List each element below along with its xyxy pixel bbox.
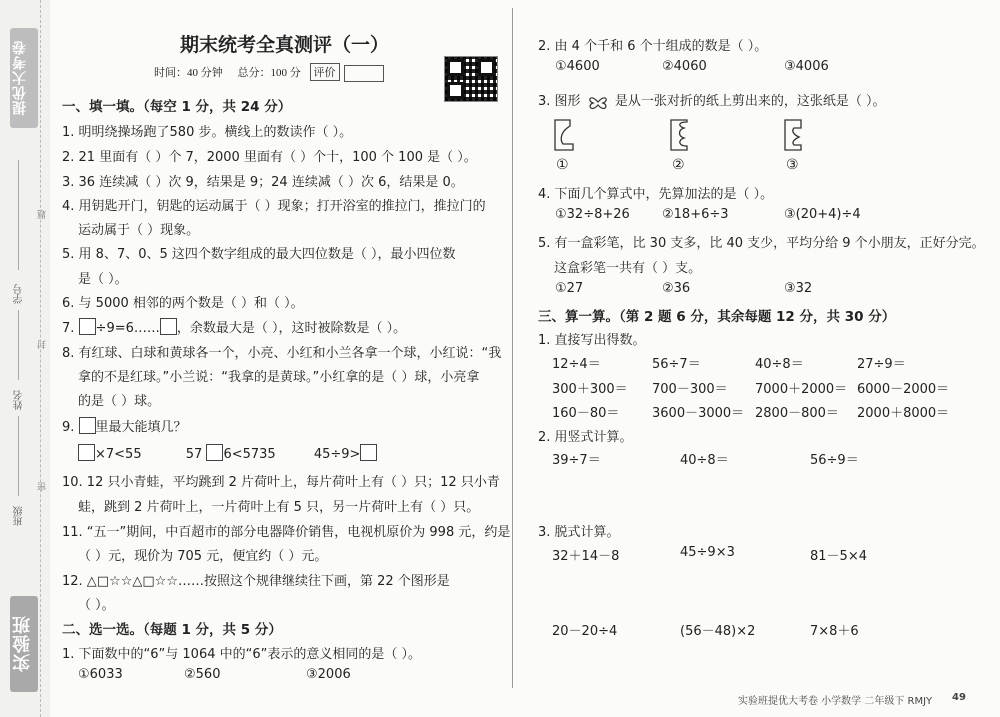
question-3: 3. 36 连续减（ ）次 9，结果是 9；24 连续减（ ）次 6，结果是 0。 <box>62 175 464 190</box>
oral-calc: 12÷4＝ <box>552 357 601 372</box>
clover-shape-icon <box>585 91 611 113</box>
question-11-line1: 11. “五一”期间，中百超市的部分电器降价销售，电视机原价为 998 元，约是 <box>62 525 511 540</box>
total-score: 总分：100 分 <box>237 67 301 79</box>
vertical-calc: 39÷7＝ <box>552 453 601 468</box>
blank-box <box>360 444 377 461</box>
choice-question-5-line2: 这盒彩笔一共有（ ）支。 <box>554 261 702 276</box>
choice-1-option-a: ①6033 <box>78 667 123 682</box>
student-name-label: 姓名 <box>14 390 25 410</box>
oral-calc: 40÷8＝ <box>755 357 804 372</box>
choice-2-option-c: ③4006 <box>784 59 829 74</box>
footer-text: 实验班提优大考卷 小学数学 二年级下 RMJY <box>738 696 933 707</box>
choice-question-3: 3. 图形 是从一张对折的纸上剪出来的，这张纸是（ ）。 <box>538 90 885 113</box>
question-4-line2: 运动属于（ ）现象。 <box>78 223 200 238</box>
stepwise-calc: 81－5×4 <box>810 549 867 564</box>
choice-5-option-a: ①27 <box>555 281 584 296</box>
binding-word: 密 <box>38 482 48 491</box>
question-5-line2: 是（ ）。 <box>78 272 128 287</box>
section-2-heading: 二、选一选。（每题 1 分，共 5 分） <box>62 622 282 638</box>
vertical-calc: 56÷9＝ <box>810 453 859 468</box>
folded-paper-a-icon <box>552 118 576 152</box>
blank-box <box>79 318 96 335</box>
oral-calc: 160－80＝ <box>552 406 620 421</box>
oral-calc: 7000＋2000＝ <box>755 382 848 397</box>
stepwise-calc: 32＋14－8 <box>552 549 620 564</box>
choice-question-1: 1. 下面数中的“6”与 1064 中的“6”表示的意义相同的是（ ）。 <box>62 647 421 662</box>
oral-calc: 27÷9＝ <box>857 357 906 372</box>
question-12-line1: 12. △□☆☆△□☆☆……按照这个规律继续往下画，第 22 个图形是 <box>62 574 450 589</box>
oral-calc: 700－300＝ <box>652 382 728 397</box>
eval-label: 评价 <box>310 63 340 81</box>
binding-line <box>18 160 19 270</box>
stepwise-calc: 20－20÷4 <box>552 624 618 639</box>
choice-question-4: 4. 下面几个算式中，先算加法的是（ ）。 <box>538 187 774 202</box>
question-9-items: ×7<55 57 6<5735 45÷9> <box>78 444 377 462</box>
calc-1-heading: 1. 直接写出得数。 <box>538 333 646 348</box>
exam-meta <box>154 63 384 82</box>
oral-calc: 300＋300＝ <box>552 382 628 397</box>
brand-bottom: 实验班 <box>12 615 33 673</box>
question-8-line3: 的是（ ）球。 <box>78 394 161 409</box>
choice-1-option-b: ②560 <box>184 667 221 682</box>
choice-2-option-b: ②4060 <box>662 59 707 74</box>
brand-top: 提优大考卷 <box>12 40 28 116</box>
binding-line <box>18 310 19 380</box>
question-6: 6. 与 5000 相邻的两个数是（ ）和（ ）。 <box>62 296 304 311</box>
binding-line <box>18 416 19 496</box>
stepwise-calc: (56－48)×2 <box>680 624 756 639</box>
section-1-heading: 一、填一填。（每空 1 分，共 24 分） <box>62 99 292 115</box>
binding-dashed-line <box>40 0 41 717</box>
question-5-line1: 5. 用 8、7、0、5 这四个数字组成的最大四位数是（ ），最小四位数 <box>62 247 456 262</box>
vertical-calc: 40÷8＝ <box>680 453 729 468</box>
qr-code-icon <box>444 56 498 102</box>
oral-calc: 2800－800＝ <box>755 406 839 421</box>
folded-paper-b-icon <box>668 118 692 152</box>
blank-box <box>79 417 96 434</box>
binding-strip <box>0 0 50 717</box>
blank-box <box>78 444 95 461</box>
time-limit: 时间：40 分钟 <box>154 67 223 79</box>
calc-2-heading: 2. 用竖式计算。 <box>538 430 633 445</box>
choice-3-option-a: ① <box>556 157 569 173</box>
blank-box <box>160 318 177 335</box>
choice-3-option-b: ② <box>672 157 685 173</box>
blank-box <box>206 444 223 461</box>
question-4-line1: 4. 用钥匙开门，钥匙的运动属于（ ）现象；打开浴室的推拉门，推拉门的 <box>62 199 486 214</box>
question-9: 9. 里最大能填几？ <box>62 416 187 435</box>
eval-box <box>344 65 384 82</box>
calc-3-heading: 3. 脱式计算。 <box>538 525 620 540</box>
class-label: 班级 <box>14 506 25 526</box>
question-10-line1: 10. 12 只小青蛙，平均跳到 2 片荷叶上，每片荷叶上有（ ）只；12 只小青 <box>62 475 500 490</box>
choice-1-option-c: ③2006 <box>306 667 351 682</box>
page-number: 49 <box>952 692 966 703</box>
choice-5-option-b: ②36 <box>662 281 691 296</box>
choice-4-option-b: ②18+6÷3 <box>662 207 729 222</box>
question-12-line2: （ ）。 <box>78 598 115 613</box>
binding-word: 封 <box>38 340 48 349</box>
oral-calc: 56÷7＝ <box>652 357 701 372</box>
folded-paper-c-icon <box>782 118 806 152</box>
question-8-line1: 8. 有红球、白球和黄球各一个，小亮、小红和小兰各拿一个球，小红说：“我 <box>62 346 502 361</box>
choice-5-option-c: ③32 <box>784 281 813 296</box>
choice-4-option-c: ③(20+4)÷4 <box>784 207 861 222</box>
student-number-label: 学号 <box>14 284 25 304</box>
choice-question-2: 2. 由 4 个千和 6 个十组成的数是（ ）。 <box>538 39 768 54</box>
oral-calc: 2000＋8000＝ <box>857 406 950 421</box>
question-1: 1. 明明绕操场跑了580 步。横线上的数读作（ ）。 <box>62 125 353 140</box>
binding-word: 题 <box>38 210 48 219</box>
oral-calc: 3600－3000＝ <box>652 406 745 421</box>
question-8-line2: 拿的不是红球。”小兰说：“我拿的是黄球。”小红拿的是（ ）球，小亮拿 <box>78 370 480 385</box>
section-3-heading: 三、算一算。（第 2 题 6 分，其余每题 12 分，共 30 分） <box>538 309 896 325</box>
question-2: 2. 21 里面有（ ）个 7，2000 里面有（ ）个十，100 个 100 是（ ）。 <box>62 150 477 165</box>
stepwise-calc: 7×8＋6 <box>810 624 859 639</box>
page-title: 期末统考全真测评（一） <box>180 34 390 56</box>
question-11-line2: （ ）元，现价为 705 元，便宜约（ ）元。 <box>78 549 328 564</box>
stepwise-calc: 45÷9×3 <box>680 545 735 560</box>
oral-calc: 6000－2000＝ <box>857 382 950 397</box>
choice-2-option-a: ①4600 <box>555 59 600 74</box>
question-7: 7. ÷9=6…… ，余数最大是（ ），这时被除数是（ ）。 <box>62 317 406 336</box>
choice-question-5-line1: 5. 有一盒彩笔，比 30 支多，比 40 支少，平均分给 9 个小朋友，正好分完。 <box>538 236 985 251</box>
choice-4-option-a: ①32÷8+26 <box>555 207 630 222</box>
question-10-line2: 蛙，跳到 2 片荷叶上，一片荷叶上有 5 只，另一片荷叶上有（ ）只。 <box>78 500 480 515</box>
choice-3-option-c: ③ <box>786 157 799 173</box>
column-divider <box>512 8 513 688</box>
